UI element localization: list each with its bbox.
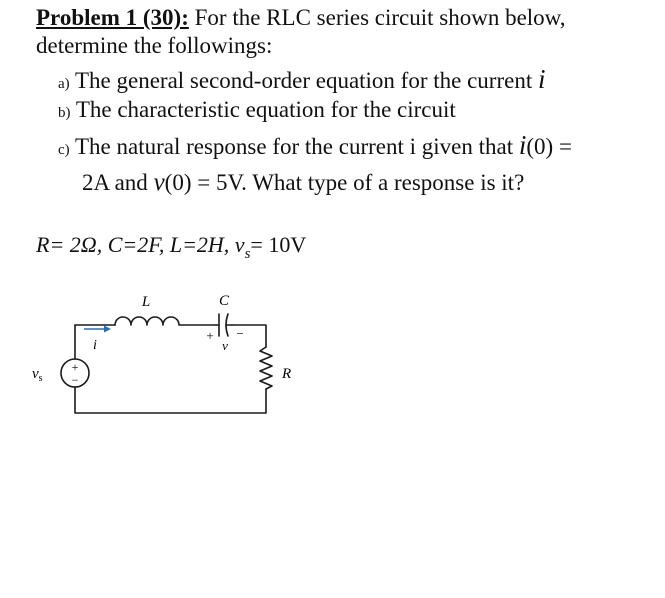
- source-label: [32, 366, 43, 384]
- question-c-line2-variable: v: [153, 169, 165, 196]
- question-c-text-post: (0) =: [526, 134, 572, 159]
- question-c-line2-post: (0) = 5V. What type of a response is it?: [164, 170, 525, 195]
- rlc-circuit-diagram: [20, 285, 310, 425]
- question-a-text: The general second-order equation for the current: [75, 68, 538, 93]
- question-c-line2: [82, 169, 524, 197]
- question-c-text: The natural response for the current i given that: [75, 134, 519, 159]
- param-l: L=2H,: [169, 232, 235, 257]
- problem-intro-line1: [36, 4, 566, 32]
- param-r: R= 2Ω,: [36, 232, 108, 257]
- question-c-line2-pre: 2A and: [82, 170, 154, 195]
- inductor-coil: [115, 317, 179, 325]
- question-a-variable: i: [537, 64, 546, 94]
- param-c: C=2F,: [107, 232, 170, 257]
- question-b: [58, 96, 456, 127]
- source-label-sub: s: [38, 373, 43, 384]
- source-plus-sign: +: [71, 360, 79, 374]
- question-c-variable: i: [518, 130, 527, 160]
- question-b-label: b): [58, 105, 71, 121]
- capacitor-label: C: [218, 293, 230, 309]
- circuit-parameters: [36, 231, 306, 262]
- source-minus-sign: −: [71, 373, 79, 387]
- wire-right-bottom: [75, 387, 266, 413]
- problem-intro-line2: determine the followings:: [36, 33, 273, 58]
- problem-heading: Problem 1 (30):: [36, 5, 189, 30]
- question-a-label: a): [58, 76, 70, 92]
- param-vs-subscript: s: [244, 246, 251, 262]
- source-label-main: v: [32, 366, 39, 382]
- capacitor-plus-sign: +: [206, 328, 214, 343]
- question-c-label: c): [58, 142, 70, 158]
- question-a: [58, 65, 546, 98]
- current-label: i: [93, 338, 97, 353]
- capacitor-voltage-label: v: [222, 338, 228, 353]
- param-vs-value: = 10V: [250, 232, 307, 257]
- inductor-label: L: [141, 294, 151, 310]
- param-vs: v: [234, 232, 245, 257]
- question-b-text: The characteristic equation for the circuit: [75, 97, 456, 122]
- current-arrow: [84, 326, 111, 333]
- resistor-label: R: [282, 366, 292, 382]
- problem-intro-text: For the RLC series circuit shown below,: [194, 5, 566, 30]
- capacitor-minus-sign: −: [236, 326, 244, 341]
- resistor-zigzag: [260, 347, 272, 389]
- question-c: [58, 131, 572, 164]
